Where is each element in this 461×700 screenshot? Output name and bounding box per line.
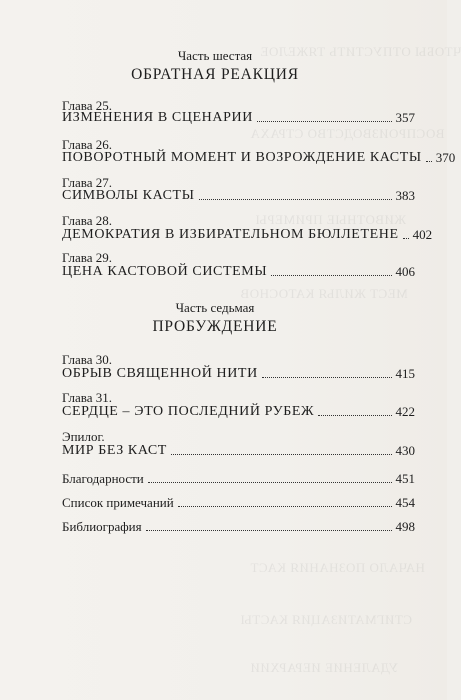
page-number: 422: [395, 404, 415, 419]
dot-leader: [403, 238, 409, 239]
bleed-through-text: СТИГМАТИЗАЦИЯ КАСТЫ: [240, 612, 412, 627]
dot-leader: [426, 161, 432, 162]
dot-leader: [178, 506, 392, 507]
dot-leader: [262, 377, 392, 378]
entry-title: МИР БЕЗ КАСТ: [62, 443, 167, 458]
chapter-label: Глава 31.: [62, 390, 113, 405]
dot-leader: [271, 275, 391, 276]
toc-entry[interactable]: [62, 223, 433, 243]
part-label: Часть шестая: [177, 48, 253, 63]
entry-title: ОБРЫВ СВЯЩЕННОЙ НИТИ: [62, 366, 258, 381]
toc-entry[interactable]: [62, 146, 456, 166]
page-number: 498: [395, 519, 415, 534]
toc-entry[interactable]: [62, 439, 415, 459]
bleed-through-text: ЖИВОТНЫЕ ПРИМЕРЫ: [255, 212, 407, 227]
entry-title: СЕРДЦЕ – ЭТО ПОСЛЕДНИЙ РУБЕЖ: [62, 404, 315, 419]
entry-title: ЦЕНА КАСТОВОЙ СИСТЕМЫ: [62, 264, 268, 279]
entry-title: ДЕМОКРАТИЯ В ИЗБИРАТЕЛЬНОМ БЮЛЛЕТЕНЕ: [62, 227, 399, 242]
bleed-through-text: УДАЛЕНИЕ ИЕРАРХИИ: [250, 660, 399, 675]
page-number: 451: [395, 471, 415, 486]
toc-entry[interactable]: [62, 106, 415, 126]
page-number: 430: [395, 443, 415, 458]
bleed-through-text: ЧТОБЫ ОТПУСТИТЬ ТЯЖЕЛОЕ: [260, 44, 461, 59]
part-title: ПРОБУЖДЕНИЕ: [152, 318, 278, 335]
page-number: 454: [395, 495, 415, 510]
toc-entry[interactable]: [62, 467, 415, 487]
toc-entry[interactable]: [62, 260, 415, 280]
toc-entry[interactable]: [62, 491, 415, 511]
dot-leader: [146, 530, 392, 531]
toc-entry[interactable]: [62, 362, 415, 382]
toc-entry[interactable]: [62, 515, 415, 535]
dot-leader: [171, 454, 392, 455]
bleed-through-text: МЕСТ ЖИЛЬЯ КАТОСНОВ: [240, 286, 408, 301]
dot-leader: [257, 121, 392, 122]
page-number: 357: [395, 110, 415, 125]
dot-leader: [318, 415, 391, 416]
chapter-label: Глава 25.: [62, 98, 113, 113]
bleed-through-text: ВОСПРОИЗВОДСТВО СТРАХА: [250, 126, 445, 141]
dot-leader: [199, 199, 392, 200]
entry-title: Благодарности: [62, 471, 144, 486]
bleed-through-text: НАЧАЛО ПОЗНАНИЯ КАСТ: [250, 560, 425, 575]
chapter-label: Глава 26.: [62, 137, 113, 152]
part-title: ОБРАТНАЯ РЕАКЦИЯ: [131, 66, 299, 83]
entry-title: СИМВОЛЫ КАСТЫ: [62, 188, 195, 203]
entry-title: ИЗМЕНЕНИЯ В СЦЕНАРИИ: [62, 110, 253, 125]
entry-title: ПОВОРОТНЫЙ МОМЕНТ И ВОЗРОЖДЕНИЕ КАСТЫ: [62, 150, 422, 165]
page-number: 370: [435, 150, 456, 165]
entry-title: Список примечаний: [62, 495, 174, 510]
chapter-label: Глава 29.: [62, 250, 113, 265]
page-number: 415: [395, 366, 415, 381]
chapter-label: Глава 27.: [62, 175, 113, 190]
toc-entry[interactable]: [62, 400, 415, 420]
part-label: Часть седьмая: [175, 300, 255, 315]
toc-entry[interactable]: [62, 184, 415, 204]
chapter-label: Эпилог.: [62, 429, 105, 444]
page-number: 406: [395, 264, 415, 279]
chapter-label: Глава 28.: [62, 213, 113, 228]
chapter-label: Глава 30.: [62, 352, 113, 367]
dot-leader: [148, 482, 392, 483]
page-number: 383: [395, 188, 415, 203]
page-number: 402: [412, 227, 433, 242]
entry-title: Библиография: [62, 519, 142, 534]
